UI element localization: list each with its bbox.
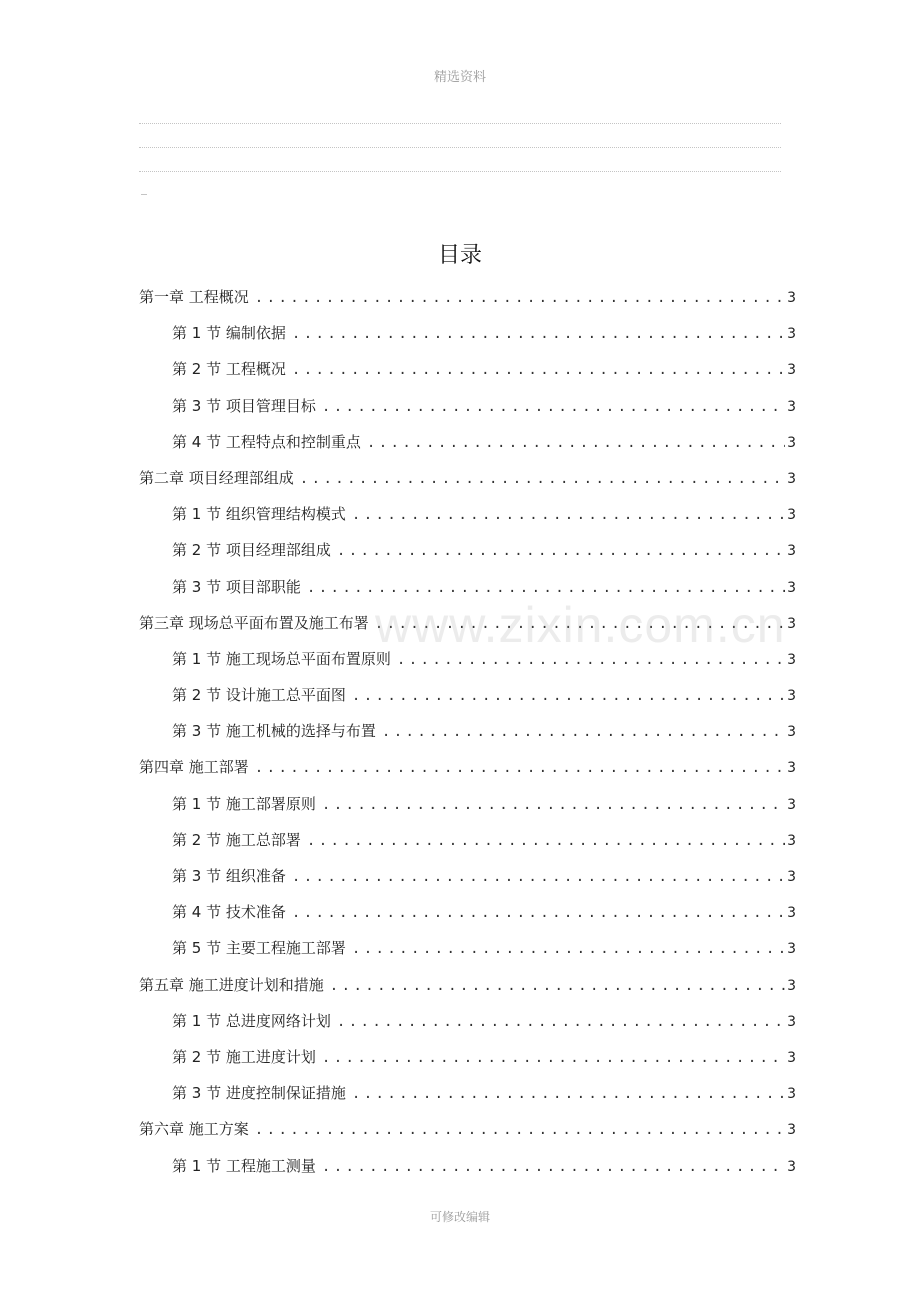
toc-entry-label: 第 1 节 工程施工测量 bbox=[172, 1156, 316, 1175]
toc-page-number: 3 bbox=[787, 760, 796, 777]
header-rule-3 bbox=[139, 171, 781, 172]
toc-entry-label: 第六章 施工方案 bbox=[139, 1120, 249, 1139]
toc-entry-label: 第 2 节 设计施工总平面图 bbox=[172, 686, 346, 705]
toc-entry-section[interactable] bbox=[139, 792, 796, 828]
toc-page-number: 3 bbox=[787, 470, 796, 487]
toc-entry-label: 第 1 节 总进度网络计划 bbox=[172, 1011, 331, 1030]
toc-page-number: 3 bbox=[787, 796, 796, 813]
toc-entry-label: 第 2 节 项目经理部组成 bbox=[172, 541, 331, 560]
toc-page-number: 3 bbox=[787, 1049, 796, 1066]
toc-entry-label: 第三章 现场总平面布置及施工布署 bbox=[139, 613, 369, 632]
toc-page-number: 3 bbox=[787, 326, 796, 343]
toc-entry-label: 第 3 节 项目管理目标 bbox=[172, 396, 316, 415]
toc-dot-leader bbox=[337, 1010, 785, 1034]
toc-entry-label: 第五章 施工进度计划和措施 bbox=[139, 975, 324, 994]
toc-dot-leader bbox=[367, 431, 785, 455]
toc-entry-chapter[interactable] bbox=[139, 466, 796, 502]
toc-entry-label: 第 4 节 工程特点和控制重点 bbox=[172, 432, 361, 451]
toc-entry-chapter[interactable] bbox=[139, 755, 796, 791]
toc-dot-leader bbox=[397, 648, 785, 672]
toc-dot-leader bbox=[307, 576, 785, 600]
toc-dot-leader bbox=[292, 322, 785, 346]
toc-entry-section[interactable] bbox=[139, 647, 796, 683]
table-of-contents bbox=[139, 285, 796, 1190]
toc-dot-leader bbox=[337, 539, 785, 563]
header-rule-2 bbox=[139, 147, 781, 148]
toc-entry-section[interactable] bbox=[139, 1081, 796, 1117]
toc-dot-leader bbox=[352, 503, 785, 527]
toc-page-number: 3 bbox=[787, 579, 796, 596]
toc-dot-leader bbox=[292, 901, 785, 925]
toc-dot-leader bbox=[292, 358, 785, 382]
toc-entry-section[interactable] bbox=[139, 900, 796, 936]
toc-entry-section[interactable] bbox=[139, 538, 796, 574]
toc-entry-label: 第 2 节 工程概况 bbox=[172, 360, 286, 379]
toc-dot-leader bbox=[255, 756, 785, 780]
toc-entry-label: 第 5 节 主要工程施工部署 bbox=[172, 939, 346, 958]
toc-page-number: 3 bbox=[787, 832, 796, 849]
toc-page-number: 3 bbox=[787, 398, 796, 415]
header-rule-stub bbox=[141, 194, 147, 195]
toc-page-number: 3 bbox=[787, 688, 796, 705]
toc-entry-label: 第 3 节 施工机械的选择与布置 bbox=[172, 722, 376, 741]
toc-page-number: 3 bbox=[787, 543, 796, 560]
watermark: www.zixin.com.cn bbox=[375, 597, 786, 653]
toc-dot-leader bbox=[300, 467, 785, 491]
toc-dot-leader bbox=[322, 1046, 785, 1070]
toc-entry-section[interactable] bbox=[139, 357, 796, 393]
toc-page-number: 3 bbox=[787, 1086, 796, 1103]
toc-entry-label: 第 2 节 施工进度计划 bbox=[172, 1047, 316, 1066]
toc-page-number: 3 bbox=[787, 941, 796, 958]
toc-entry-chapter[interactable] bbox=[139, 1117, 796, 1153]
toc-page-number: 3 bbox=[787, 1122, 796, 1139]
toc-dot-leader bbox=[352, 684, 785, 708]
toc-entry-label: 第 2 节 施工总部署 bbox=[172, 830, 301, 849]
toc-page-number: 3 bbox=[787, 362, 796, 379]
toc-entry-section[interactable] bbox=[139, 864, 796, 900]
toc-dot-leader bbox=[255, 1118, 785, 1142]
toc-dot-leader bbox=[255, 286, 785, 310]
toc-entry-label: 第 1 节 编制依据 bbox=[172, 324, 286, 343]
toc-entry-section[interactable] bbox=[139, 719, 796, 755]
toc-entry-label: 第 3 节 组织准备 bbox=[172, 867, 286, 885]
toc-page-number: 3 bbox=[787, 434, 796, 451]
toc-entry-label: 第 4 节 技术准备 bbox=[172, 903, 286, 922]
toc-page-number: 3 bbox=[787, 290, 796, 306]
toc-entry-section[interactable] bbox=[139, 1045, 796, 1081]
toc-entry-section[interactable] bbox=[139, 394, 796, 430]
toc-entry-label: 第 1 节 组织管理结构模式 bbox=[172, 505, 346, 524]
toc-entry-label: 第 3 节 进度控制保证措施 bbox=[172, 1084, 346, 1103]
toc-dot-leader bbox=[382, 720, 785, 744]
toc-dot-leader bbox=[352, 937, 785, 961]
toc-entry-label: 第二章 项目经理部组成 bbox=[139, 468, 294, 487]
toc-dot-leader bbox=[375, 612, 785, 636]
toc-page-number: 3 bbox=[787, 724, 796, 741]
toc-dot-leader bbox=[322, 395, 785, 419]
toc-dot-leader bbox=[322, 1155, 785, 1179]
toc-entry-label: 第 1 节 施工现场总平面布置原则 bbox=[172, 649, 391, 668]
toc-dot-leader bbox=[322, 793, 785, 817]
toc-entry-chapter[interactable] bbox=[139, 973, 796, 1009]
toc-page-number: 3 bbox=[787, 1158, 796, 1175]
toc-page-number: 3 bbox=[787, 507, 796, 524]
toc-entry-section[interactable] bbox=[139, 502, 796, 538]
page-footer-note: 可修改编辑 bbox=[429, 1210, 490, 1224]
page-header-note: 精选资料 bbox=[433, 70, 486, 85]
toc-dot-leader bbox=[352, 1082, 785, 1106]
toc-entry-section[interactable] bbox=[139, 575, 796, 611]
toc-page-number: 3 bbox=[787, 1013, 796, 1030]
toc-dot-leader bbox=[330, 974, 785, 998]
toc-entry-section[interactable] bbox=[139, 321, 796, 357]
toc-page-number: 3 bbox=[787, 651, 796, 668]
toc-entry-chapter[interactable] bbox=[139, 285, 796, 321]
toc-page-number: 3 bbox=[787, 905, 796, 922]
toc-entry-label: 第四章 施工部署 bbox=[139, 758, 249, 777]
toc-entry-section[interactable] bbox=[139, 828, 796, 864]
toc-dot-leader bbox=[292, 865, 785, 889]
toc-page-number: 3 bbox=[787, 615, 796, 632]
toc-page-number: 3 bbox=[787, 977, 796, 994]
toc-entry-section[interactable] bbox=[139, 936, 796, 972]
toc-dot-leader bbox=[307, 829, 785, 853]
toc-entry-section[interactable] bbox=[139, 1154, 796, 1190]
toc-entry-label: 第 3 节 项目部职能 bbox=[172, 577, 301, 596]
toc-entry-chapter[interactable] bbox=[139, 611, 796, 647]
header-rule-1 bbox=[139, 123, 781, 124]
toc-entry-label: 第一章 工程概况 bbox=[139, 288, 249, 306]
toc-entry-section[interactable] bbox=[139, 683, 796, 719]
toc-entry-section[interactable] bbox=[139, 430, 796, 466]
toc-title: 目录 bbox=[437, 243, 482, 268]
toc-entry-label: 第 1 节 施工部署原则 bbox=[172, 794, 316, 813]
toc-page-number: 3 bbox=[787, 869, 796, 885]
toc-entry-section[interactable] bbox=[139, 1009, 796, 1045]
